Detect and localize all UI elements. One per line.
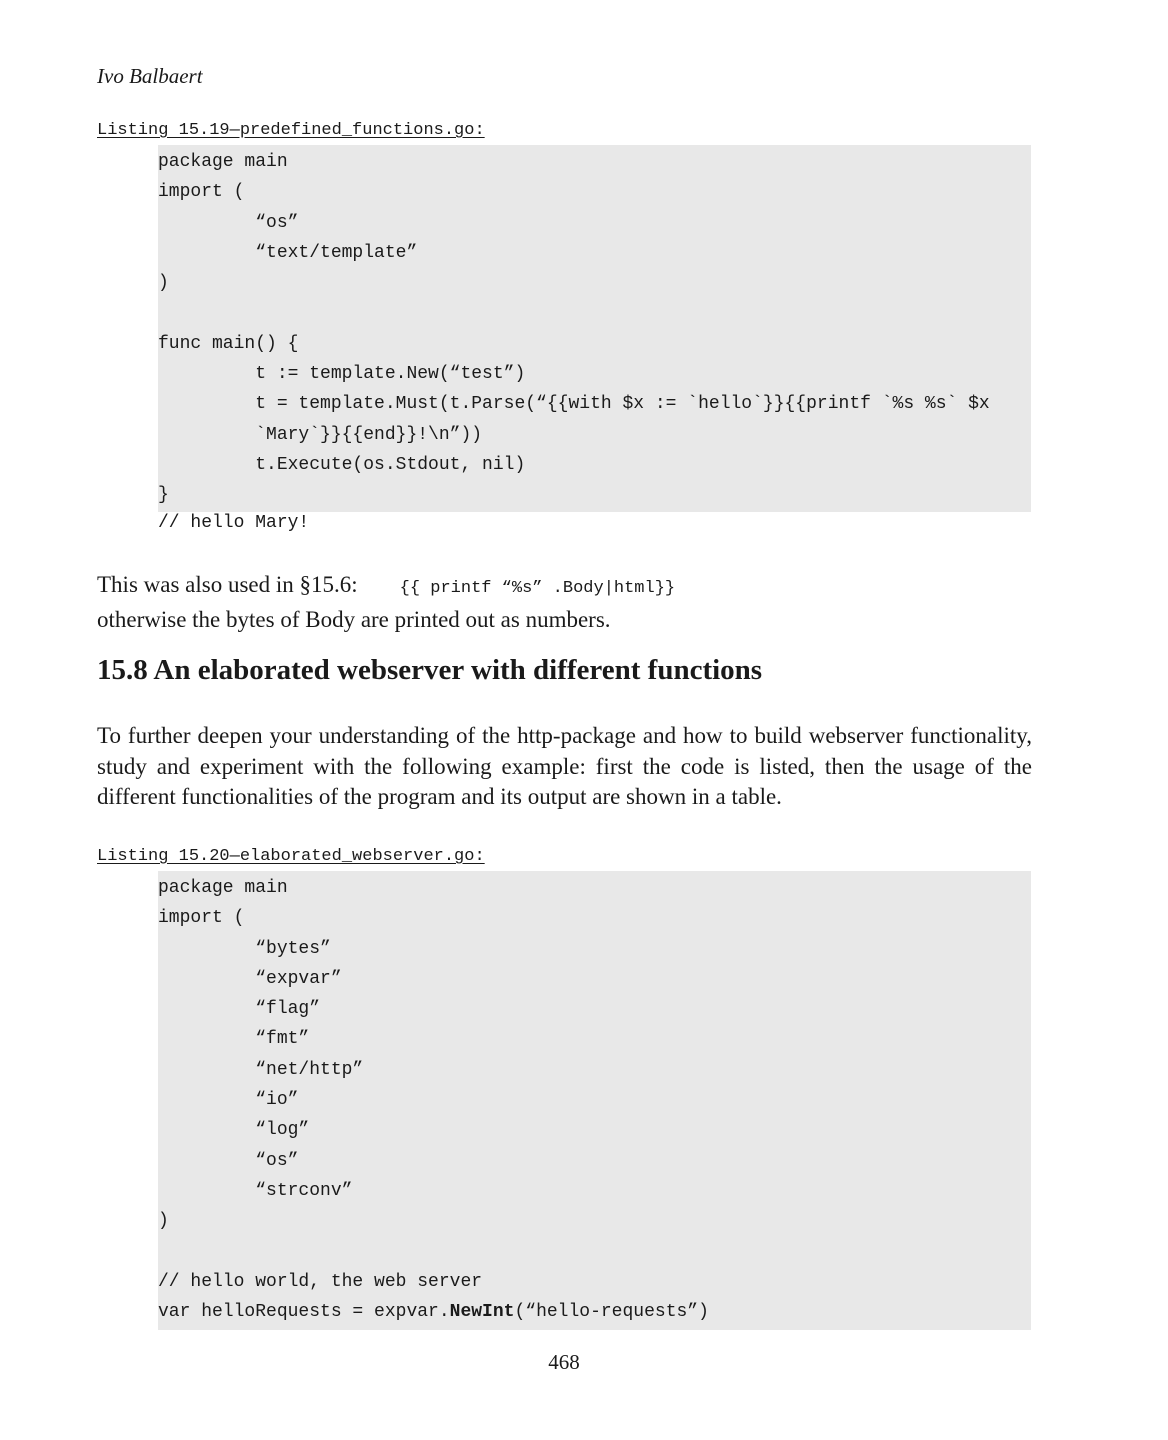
code-line: “io”	[158, 1090, 299, 1111]
code-line: “os”	[158, 1150, 299, 1171]
running-header-author: Ivo Balbaert	[97, 64, 203, 88]
inline-code: {{ printf “%s” .Body|html}}	[399, 579, 676, 598]
code-line: “text/template”	[158, 242, 418, 263]
code-line: )	[158, 1211, 169, 1232]
paragraph-text: otherwise the bytes of Body are printed out as numbers.	[97, 606, 611, 632]
code-line	[158, 1297, 1031, 1327]
code-segment: var helloRequests = expvar.	[158, 1302, 450, 1323]
code-keyword-bold: NewInt	[449, 1302, 515, 1323]
code-block	[158, 145, 1031, 512]
code-line: }	[158, 485, 169, 506]
code-line: “fmt”	[158, 1029, 310, 1050]
code-line: t.Execute(os.Stdout, nil)	[158, 454, 526, 475]
code-line	[158, 1237, 1031, 1267]
code-line: t := template.New(“test”)	[158, 364, 526, 385]
code-line: “flag”	[158, 999, 321, 1020]
paragraph-text: This was also used in §15.6:	[97, 572, 358, 597]
code-line	[158, 298, 1031, 328]
paragraph-intro: To further deepen your understanding of the http-package and how to build webserver functionality, study and experiment with the following example: first the code is listed, then the usage of the different functionalities of the program and its output are shown in a table.	[97, 723, 1032, 809]
code-line: import (	[158, 908, 245, 929]
code-line: // hello world, the web server	[158, 1271, 483, 1292]
code-line: “os”	[158, 212, 299, 233]
code-line: func main() {	[158, 333, 299, 354]
code-line: “log”	[158, 1120, 310, 1141]
page-number: 468	[548, 1350, 580, 1374]
code-line: `Mary`}}{{end}}!\n”))	[158, 424, 483, 445]
section-heading: 15.8 An elaborated webserver with different functions	[97, 654, 763, 686]
code-line: package main	[158, 878, 288, 898]
code-line: )	[158, 273, 169, 294]
code-line: package main	[158, 152, 288, 172]
code-segment: (“hello-requests”)	[514, 1302, 709, 1323]
code-line: “bytes”	[158, 938, 331, 959]
code-line: t = template.Must(t.Parse(“{{with $x := `hello`}}{{printf `%s %s` $x	[158, 394, 990, 415]
listing-title: Listing 15.19—predefined_functions.go:	[97, 121, 485, 140]
code-line: “net/http”	[158, 1059, 364, 1080]
code-block	[158, 871, 1031, 1330]
code-output-comment: // hello Mary!	[158, 513, 310, 533]
code-line: “expvar”	[158, 968, 342, 989]
paragraph-html-escape	[97, 570, 1032, 635]
code-line: “strconv”	[158, 1180, 353, 1201]
listing-title: Listing 15.20—elaborated_webserver.go:	[97, 847, 485, 866]
code-line: import (	[158, 182, 245, 203]
